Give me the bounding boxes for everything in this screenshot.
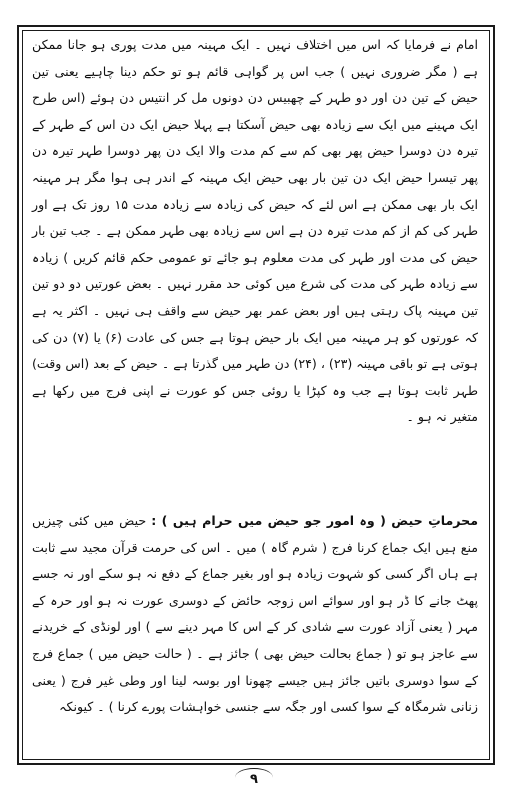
page-number: ۹ bbox=[235, 768, 273, 787]
body-paragraph-2 bbox=[32, 508, 478, 721]
body-paragraph-1 bbox=[32, 32, 478, 431]
section-heading: محرماتِ حیض ( وہ امور جو حیض میں حرام ہیں ) : bbox=[151, 513, 479, 528]
paragraph-1-text: امام نے فرمایا کہ اس میں اختلاف نہیں ۔ ایک مہینہ میں مدت پوری ہو جانا ممکن ہے ( مگر ضروری نہیں ) جب اس پر گواہی قائم ہو تو حکم دینا چاہیے یعنی تین حیض کے تین دن اور دو طہر کے چھبیس دن دونوں مل کر انتیس دن ہوئے (اس طرح ایک مہینے میں ایک سے زیادہ بھی حیض آسکتا ہے پہلا حیض ایک دن اس کے طہر کے تیرہ دن دوسرا حیض پھر بھی کم سے کم مدت والا ایک دن پھر دوسرا طہر تیرہ دن پھر تیسرا حیض ایک دن تین بار بھی حیض ایک مہینہ کے اندر ہی ہوا مگر ہر مہینہ ایک بار بھی ممکن ہے اس لئے کہ حیض کی زیادہ سے زیادہ مدت ۱۵ روز تک ہے اور طہر کی کم از کم مدت تیرہ دن ہے اس سے زیادہ بھی طہر ممکن ہے ۔ جب تین بار حیض کی مدت اور طہر کی مدت معلوم ہو جائے تو عمومی حکم قائم کریں ) زیادہ سے زیادہ طہر کی مدت کی شرع میں کوئی حد مقرر نہیں ۔ بعض عورتیں دو دو تین تین مہینہ پاک رہتی ہیں اور بعض عمر بھر حیض سے واقف ہی نہیں ۔ اکثر یہ ہے کہ عورتوں کو ہر مہینہ میں ایک بار حیض ہوتا ہے جس کی عادت (۶) یا (۷) دن کی ہوتی ہے تو باقی مہینہ (۲۳) ، (۲۴) دن طہر میں گذرتا ہے ۔ حیض کے بعد (اس وقت) طہر ثابت ہوتا ہے جب وہ کپڑا یا روئی جس کو عورت نے اپنی فرج میں رکھا ہے متغیر نہ ہو ۔ bbox=[32, 37, 478, 425]
paragraph-2-text: حیض میں کئی چیزیں منع ہیں ایک جماع کرنا فرج ( شرم گاہ ) میں ۔ اس کی حرمت قرآن مجید سے ثابت ہے ہاں اگر کسی کو شہوت زیادہ ہو اور بغیر جماع کے دفع نہ ہو سکے اور نہ جسے پھٹ جانے کا ڈر ہو اور سوائے اس زوجہ حائض کے دوسری عورت نہ ہو اور حرہ کے مہر ( یعنی آزاد عورت سے شادی کر کے اس کا مہر دینے سے ) اور لونڈی کے خریدنے سے عاجز ہو تو ( جماع بحالت حیض بھی ) جائز ہے ۔ ( حالت حیض میں ) جماع فرج کے سوا دوسری باتیں جائز ہیں جیسے چھونا اور بوسہ لینا اور وطی غیر فرج ( یعنی زنانی شرمگاہ کے سوا کسی اور جگہ سے جنسی خواہشات پورے کرنا ) ۔ کیونکہ bbox=[32, 513, 478, 715]
